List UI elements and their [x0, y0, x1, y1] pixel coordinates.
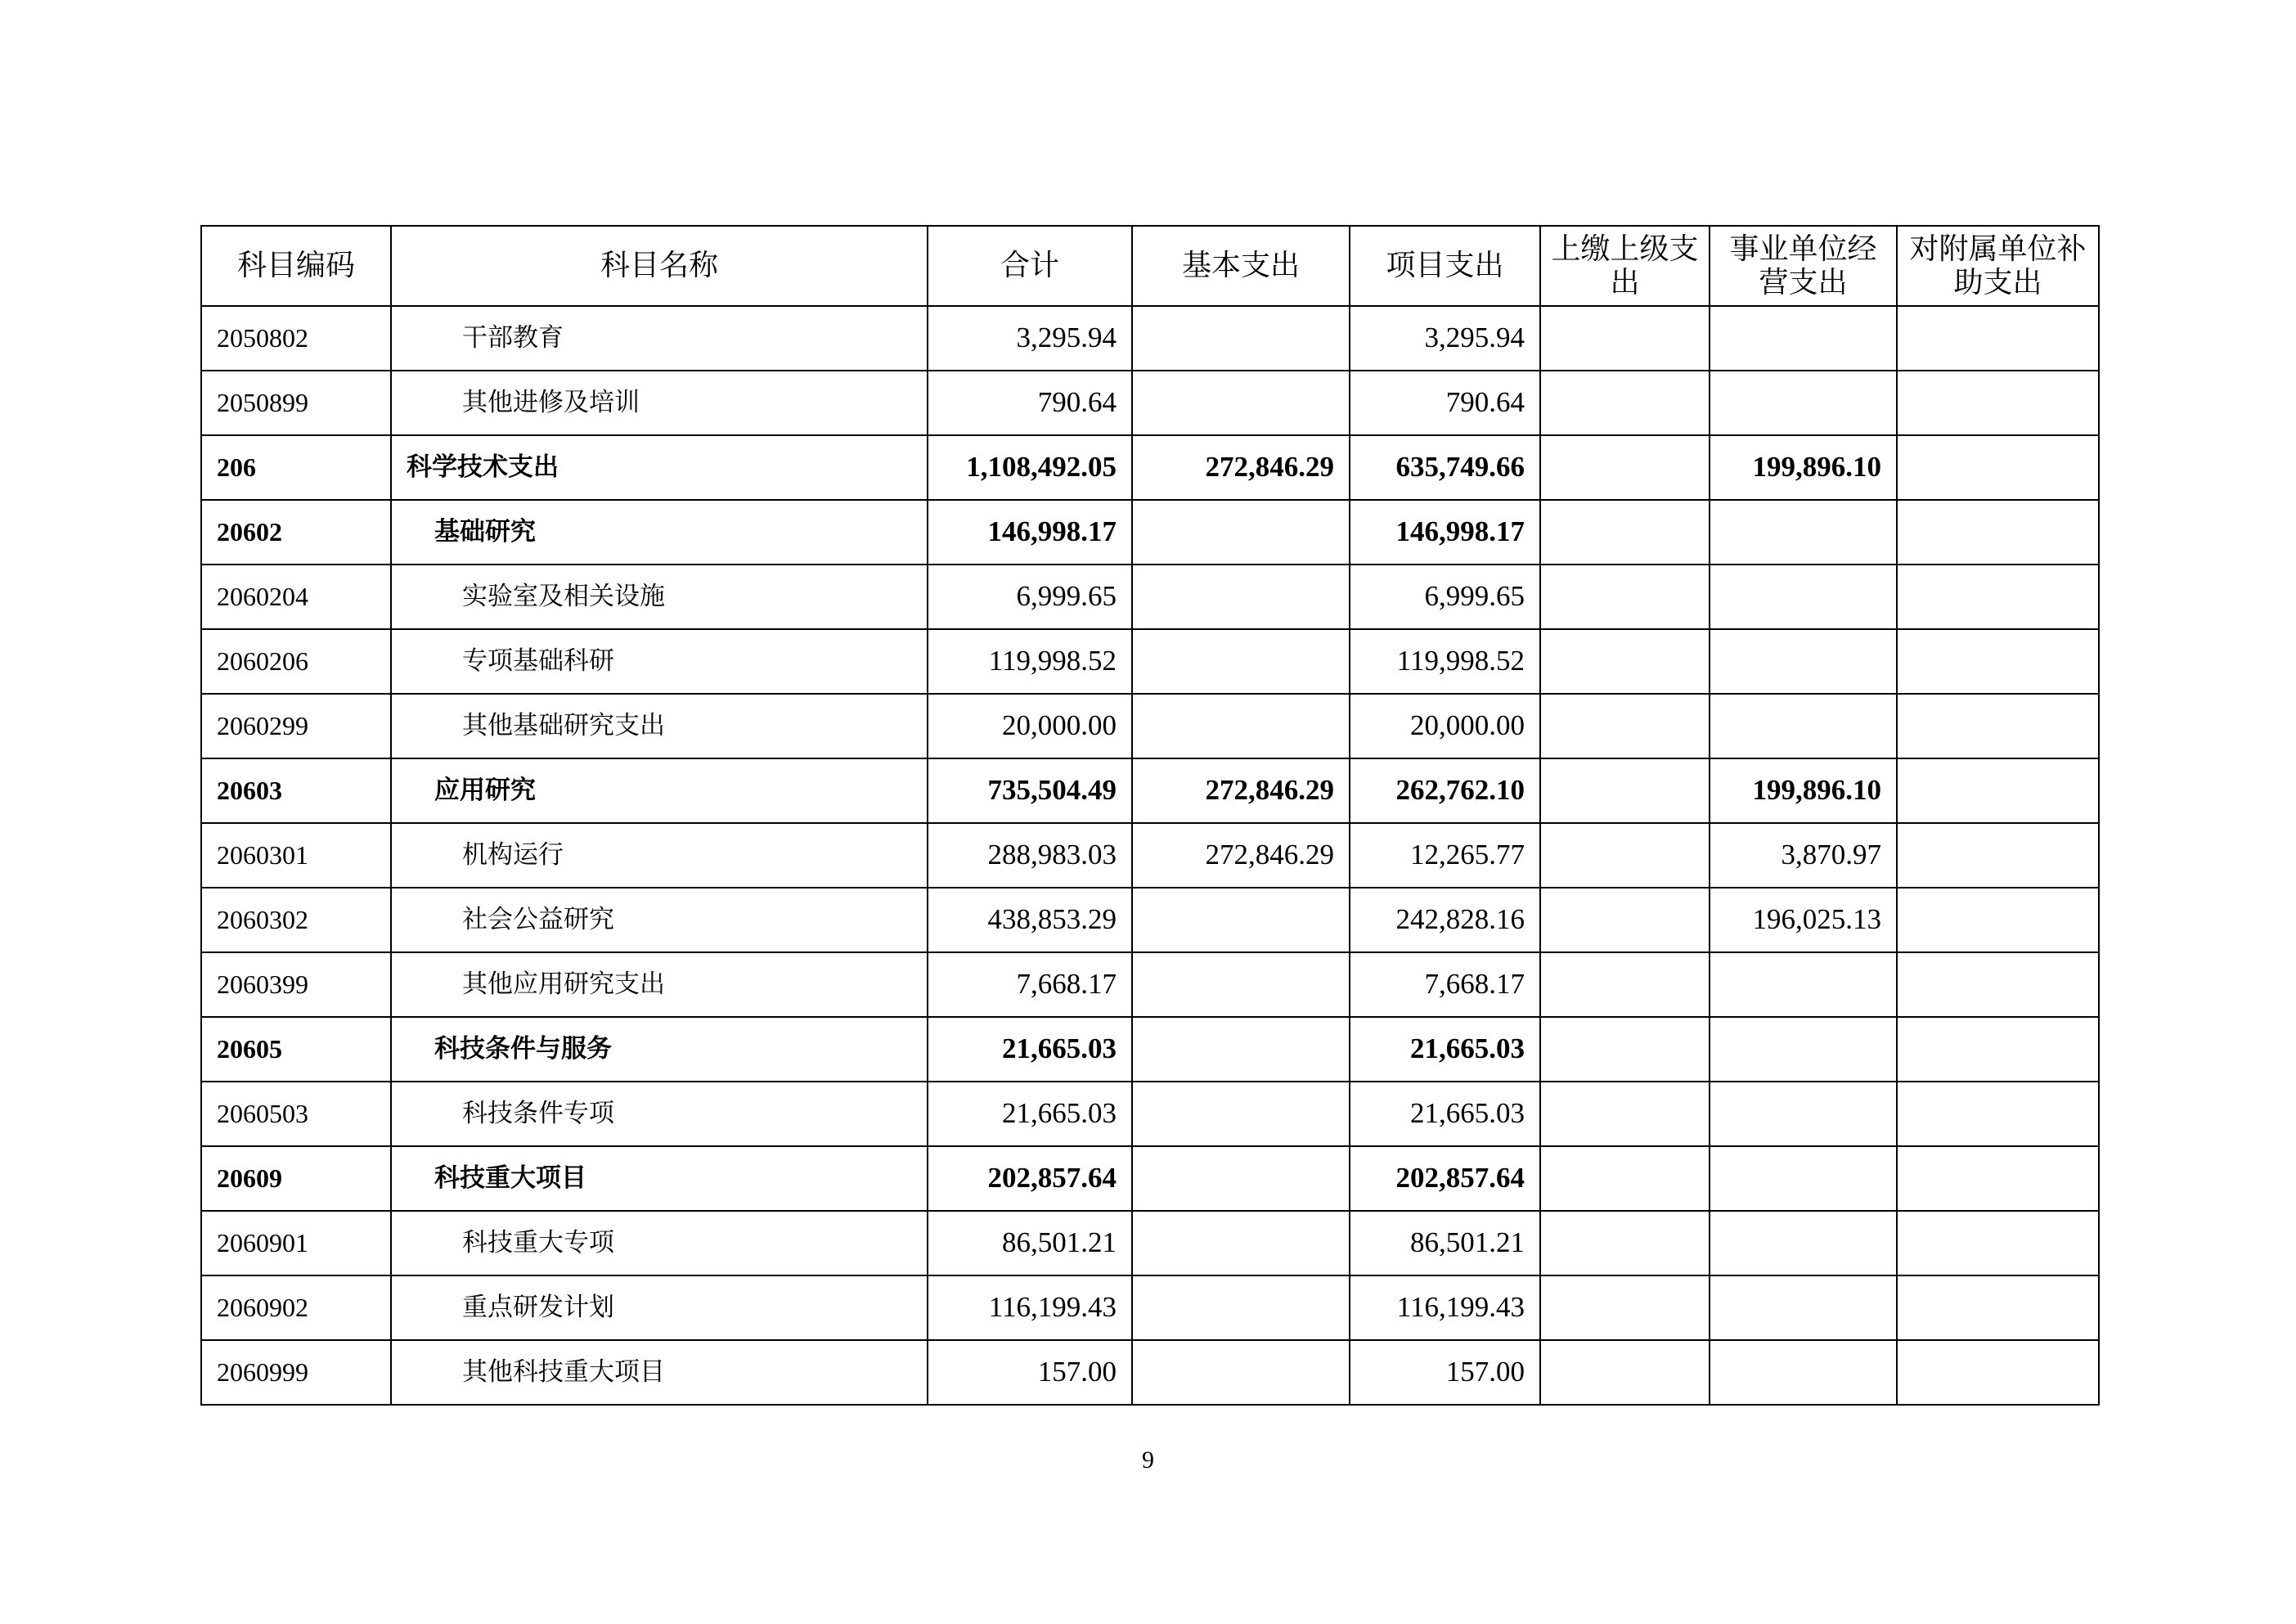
cell-upper	[1540, 306, 1710, 371]
cell-business	[1710, 500, 1897, 565]
cell-basic	[1132, 500, 1350, 565]
subject-name-text: 其他科技重大项目	[462, 1356, 665, 1387]
cell-project: 3,295.94	[1350, 306, 1540, 371]
cell-business	[1710, 1017, 1897, 1082]
cell-total: 21,665.03	[928, 1082, 1132, 1146]
cell-business: 199,896.10	[1710, 435, 1897, 500]
cell-project: 21,665.03	[1350, 1082, 1540, 1146]
cell-code: 20602	[201, 500, 391, 565]
subject-name-text: 基础研究	[434, 516, 536, 547]
table-row	[201, 694, 2099, 758]
table-row	[201, 1340, 2099, 1405]
page-number: 9	[1142, 1446, 1154, 1473]
cell-subsidy	[1897, 1082, 2099, 1146]
subject-name-text: 实验室及相关设施	[462, 581, 665, 611]
cell-subsidy	[1897, 758, 2099, 823]
cell-project: 146,998.17	[1350, 500, 1540, 565]
cell-business	[1710, 952, 1897, 1017]
cell-basic	[1132, 952, 1350, 1017]
cell-upper	[1540, 952, 1710, 1017]
cell-upper	[1540, 1211, 1710, 1275]
table-row	[201, 952, 2099, 1017]
cell-project: 635,749.66	[1350, 435, 1540, 500]
cell-basic	[1132, 888, 1350, 952]
header-upper: 上缴上级支出	[1540, 226, 1710, 306]
cell-subsidy	[1897, 371, 2099, 435]
cell-project: 86,501.21	[1350, 1211, 1540, 1275]
table-row	[201, 565, 2099, 629]
cell-total: 116,199.43	[928, 1275, 1132, 1340]
cell-name	[391, 758, 928, 823]
cell-subsidy	[1897, 1017, 2099, 1082]
cell-code: 20609	[201, 1146, 391, 1211]
header-total: 合计	[928, 226, 1132, 306]
cell-name	[391, 952, 928, 1017]
cell-business	[1710, 1146, 1897, 1211]
cell-business	[1710, 565, 1897, 629]
cell-total: 20,000.00	[928, 694, 1132, 758]
cell-subsidy	[1897, 565, 2099, 629]
cell-name	[391, 694, 928, 758]
cell-code: 2060204	[201, 565, 391, 629]
cell-total: 21,665.03	[928, 1017, 1132, 1082]
cell-basic: 272,846.29	[1132, 758, 1350, 823]
subject-name-text: 社会公益研究	[462, 904, 614, 934]
cell-subsidy	[1897, 306, 2099, 371]
cell-total: 157.00	[928, 1340, 1132, 1405]
cell-business	[1710, 694, 1897, 758]
cell-code: 2060503	[201, 1082, 391, 1146]
cell-code: 2050899	[201, 371, 391, 435]
cell-name	[391, 306, 928, 371]
cell-total: 7,668.17	[928, 952, 1132, 1017]
cell-project: 262,762.10	[1350, 758, 1540, 823]
cell-subsidy	[1897, 952, 2099, 1017]
cell-total: 6,999.65	[928, 565, 1132, 629]
cell-upper	[1540, 694, 1710, 758]
cell-subsidy	[1897, 823, 2099, 888]
cell-business: 196,025.13	[1710, 888, 1897, 952]
cell-code: 2060999	[201, 1340, 391, 1405]
table-row	[201, 1275, 2099, 1340]
cell-code: 20603	[201, 758, 391, 823]
table-row	[201, 1017, 2099, 1082]
cell-project: 6,999.65	[1350, 565, 1540, 629]
cell-project: 157.00	[1350, 1340, 1540, 1405]
cell-basic	[1132, 306, 1350, 371]
table-header-row	[201, 226, 2099, 306]
subject-name-text: 专项基础科研	[462, 646, 614, 676]
cell-name	[391, 1017, 928, 1082]
cell-project: 116,199.43	[1350, 1275, 1540, 1340]
cell-project: 21,665.03	[1350, 1017, 1540, 1082]
cell-code: 2060299	[201, 694, 391, 758]
cell-project: 119,998.52	[1350, 629, 1540, 694]
header-subsidy: 对附属单位补助支出	[1897, 226, 2099, 306]
table-row	[201, 306, 2099, 371]
cell-upper	[1540, 435, 1710, 500]
cell-subsidy	[1897, 888, 2099, 952]
cell-business	[1710, 1082, 1897, 1146]
cell-code: 2060302	[201, 888, 391, 952]
header-code: 科目编码	[201, 226, 391, 306]
cell-total: 735,504.49	[928, 758, 1132, 823]
cell-upper	[1540, 888, 1710, 952]
header-business: 事业单位经营支出	[1710, 226, 1897, 306]
cell-total: 438,853.29	[928, 888, 1132, 952]
cell-project: 12,265.77	[1350, 823, 1540, 888]
cell-business	[1710, 371, 1897, 435]
subject-name-text: 重点研发计划	[462, 1292, 614, 1322]
cell-business	[1710, 306, 1897, 371]
table-row	[201, 1082, 2099, 1146]
cell-basic	[1132, 1146, 1350, 1211]
cell-subsidy	[1897, 1340, 2099, 1405]
cell-name	[391, 371, 928, 435]
subject-name-text: 科技重大专项	[462, 1227, 614, 1257]
subject-name-text: 科技条件与服务	[434, 1033, 612, 1064]
cell-basic	[1132, 629, 1350, 694]
table-row	[201, 823, 2099, 888]
cell-name	[391, 823, 928, 888]
cell-upper	[1540, 823, 1710, 888]
cell-name	[391, 888, 928, 952]
cell-business	[1710, 1211, 1897, 1275]
cell-upper	[1540, 500, 1710, 565]
cell-business	[1710, 1275, 1897, 1340]
cell-subsidy	[1897, 694, 2099, 758]
cell-subsidy	[1897, 1146, 2099, 1211]
table-row	[201, 629, 2099, 694]
header-name: 科目名称	[391, 226, 928, 306]
table-row	[201, 888, 2099, 952]
subject-name-text: 科技重大项目	[434, 1163, 586, 1193]
cell-project: 7,668.17	[1350, 952, 1540, 1017]
subject-name-text: 其他进修及培训	[462, 387, 640, 417]
cell-total: 790.64	[928, 371, 1132, 435]
cell-upper	[1540, 1082, 1710, 1146]
cell-upper	[1540, 1017, 1710, 1082]
subject-name-text: 科技条件专项	[462, 1098, 614, 1128]
cell-code: 2060901	[201, 1211, 391, 1275]
cell-upper	[1540, 1340, 1710, 1405]
table-row	[201, 1146, 2099, 1211]
cell-basic	[1132, 694, 1350, 758]
table-row	[201, 500, 2099, 565]
cell-upper	[1540, 758, 1710, 823]
cell-business	[1710, 1340, 1897, 1405]
cell-subsidy	[1897, 1211, 2099, 1275]
cell-upper	[1540, 629, 1710, 694]
cell-subsidy	[1897, 629, 2099, 694]
cell-total: 146,998.17	[928, 500, 1132, 565]
table-body	[201, 306, 2099, 1405]
header-basic: 基本支出	[1132, 226, 1350, 306]
cell-basic	[1132, 565, 1350, 629]
cell-code: 2060301	[201, 823, 391, 888]
cell-project: 790.64	[1350, 371, 1540, 435]
cell-code: 2060399	[201, 952, 391, 1017]
cell-name	[391, 565, 928, 629]
cell-code: 206	[201, 435, 391, 500]
header-project: 项目支出	[1350, 226, 1540, 306]
cell-business: 3,870.97	[1710, 823, 1897, 888]
subject-name-text: 干部教育	[462, 322, 564, 353]
cell-subsidy	[1897, 1275, 2099, 1340]
cell-project: 202,857.64	[1350, 1146, 1540, 1211]
table-row	[201, 371, 2099, 435]
cell-basic	[1132, 1340, 1350, 1405]
cell-code: 2050802	[201, 306, 391, 371]
subject-name-text: 其他基础研究支出	[462, 710, 665, 740]
cell-name	[391, 1340, 928, 1405]
cell-total: 288,983.03	[928, 823, 1132, 888]
cell-basic	[1132, 1017, 1350, 1082]
table-row	[201, 758, 2099, 823]
table-row	[201, 1211, 2099, 1275]
cell-total: 1,108,492.05	[928, 435, 1132, 500]
cell-subsidy	[1897, 500, 2099, 565]
cell-business	[1710, 629, 1897, 694]
cell-total: 86,501.21	[928, 1211, 1132, 1275]
cell-basic: 272,846.29	[1132, 823, 1350, 888]
subject-name-text: 应用研究	[434, 775, 536, 805]
cell-upper	[1540, 1146, 1710, 1211]
cell-basic: 272,846.29	[1132, 435, 1350, 500]
cell-basic	[1132, 371, 1350, 435]
cell-code: 20605	[201, 1017, 391, 1082]
subject-name-text: 科学技术支出	[407, 452, 559, 482]
subject-name-text: 机构运行	[462, 839, 564, 870]
cell-name	[391, 1211, 928, 1275]
budget-table	[200, 225, 2100, 1406]
cell-total: 119,998.52	[928, 629, 1132, 694]
cell-total: 3,295.94	[928, 306, 1132, 371]
cell-code: 2060206	[201, 629, 391, 694]
cell-name	[391, 1082, 928, 1146]
cell-basic	[1132, 1082, 1350, 1146]
cell-name	[391, 629, 928, 694]
cell-total: 202,857.64	[928, 1146, 1132, 1211]
cell-project: 242,828.16	[1350, 888, 1540, 952]
cell-name	[391, 1275, 928, 1340]
cell-project: 20,000.00	[1350, 694, 1540, 758]
cell-upper	[1540, 565, 1710, 629]
subject-name-text: 其他应用研究支出	[462, 969, 665, 999]
cell-name	[391, 1146, 928, 1211]
cell-name	[391, 435, 928, 500]
table-row	[201, 435, 2099, 500]
cell-name	[391, 500, 928, 565]
cell-basic	[1132, 1211, 1350, 1275]
cell-upper	[1540, 371, 1710, 435]
cell-basic	[1132, 1275, 1350, 1340]
cell-business: 199,896.10	[1710, 758, 1897, 823]
cell-code: 2060902	[201, 1275, 391, 1340]
cell-subsidy	[1897, 435, 2099, 500]
cell-upper	[1540, 1275, 1710, 1340]
